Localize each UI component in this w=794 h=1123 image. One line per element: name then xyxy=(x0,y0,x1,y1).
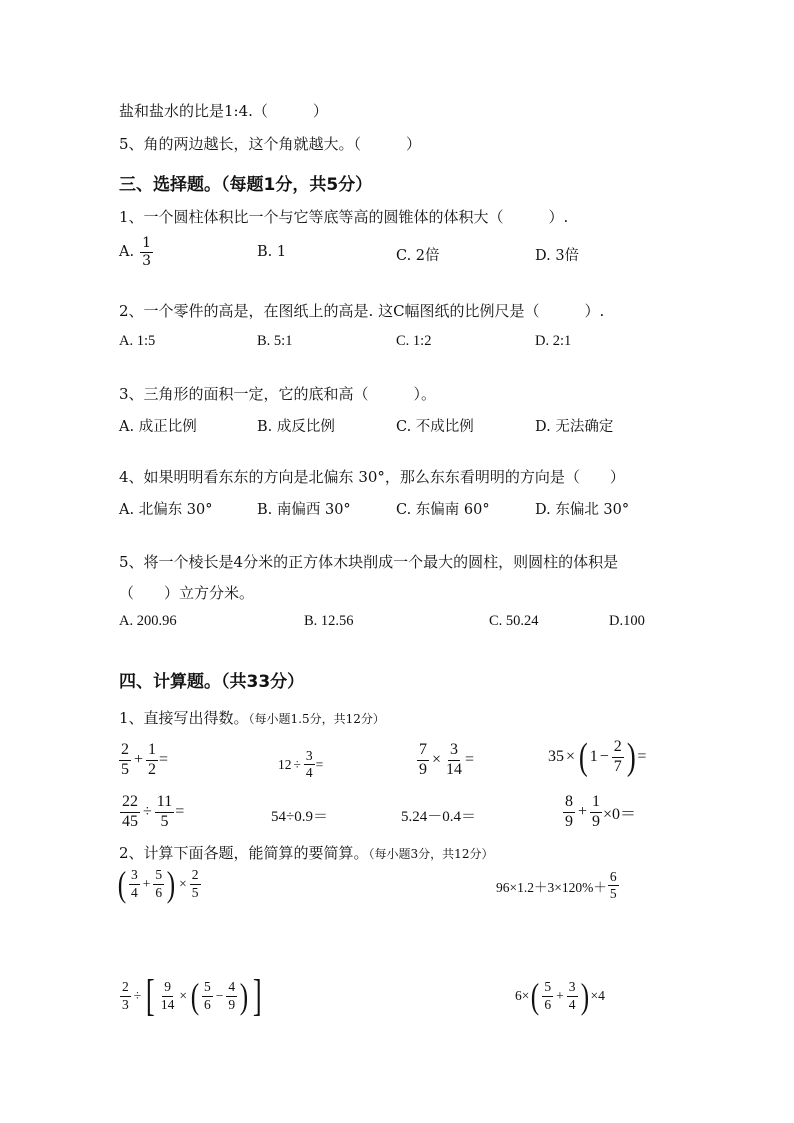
fraction xyxy=(129,868,140,899)
frac-num: 2 xyxy=(190,868,201,884)
q1-option-b: B. 1 xyxy=(257,244,287,260)
frac-num: 1 xyxy=(590,794,602,813)
operator: ÷ xyxy=(143,803,152,821)
q5-option-a: A. 200.96 xyxy=(119,613,177,629)
calc-e5 xyxy=(119,794,184,831)
tf-q5: 5、角的两边越长，这个角就越大。（ ） xyxy=(119,135,422,153)
q1-option-a-fraction xyxy=(140,236,153,268)
q4-stem: 4、如果明明看东东的方向是北偏东 30°，那么东东看明明的方向是（ ） xyxy=(119,468,625,486)
fraction xyxy=(567,980,578,1011)
frac-num: 3 xyxy=(448,742,460,761)
right-paren: ) xyxy=(166,864,176,904)
frac-num: 2 xyxy=(120,980,131,996)
frac-num: 9 xyxy=(162,980,173,996)
left-paren: ( xyxy=(578,736,588,778)
frac-num: 2 xyxy=(612,739,624,758)
left-paren: ( xyxy=(531,976,540,1016)
fraction xyxy=(155,794,174,831)
frac-num: 3 xyxy=(129,868,140,884)
frac-num: 11 xyxy=(155,794,174,813)
operator: × xyxy=(179,876,187,891)
q4-option-c: C. 东偏南 60° xyxy=(396,502,490,518)
q1-stem: 1、一个圆柱体积比一个与它等底等高的圆锥体的体积大（ ）. xyxy=(119,208,569,226)
calc-c3 xyxy=(119,971,265,1020)
q4-option-b: B. 南偏西 30° xyxy=(257,502,351,518)
q2-option-d: D. 2:1 xyxy=(535,333,572,349)
calc-e7: 5.24－0.4＝ xyxy=(401,809,477,825)
frac-den: 2 xyxy=(148,760,157,778)
section4-title: 四、计算题。（共33分） xyxy=(119,672,305,692)
fraction xyxy=(202,980,213,1011)
calc-e8 xyxy=(562,794,636,831)
q1-option-a-label: A. xyxy=(119,244,135,261)
fraction xyxy=(120,794,140,831)
q5-option-c: C. 50.24 xyxy=(489,613,539,629)
equals: = xyxy=(637,748,647,765)
right-paren: ) xyxy=(580,976,589,1016)
section3-title: 三、选择题。（每题1分，共5分） xyxy=(119,175,373,195)
q3-option-c: C. 不成比例 xyxy=(396,419,474,435)
frac-num: 5 xyxy=(542,980,553,996)
calc-e2 xyxy=(278,749,323,780)
frac-num: 8 xyxy=(563,794,575,813)
part1-label: 1、直接写出得数。 xyxy=(119,709,249,727)
part2-label: 2、计算下面各题，能简算的要简算。 xyxy=(119,844,369,862)
fraction xyxy=(590,794,602,831)
calc-e6: 54÷0.9＝ xyxy=(271,809,328,825)
number: 35 xyxy=(548,748,564,765)
calc-e3 xyxy=(416,742,474,779)
fraction xyxy=(542,980,553,1011)
operator: × xyxy=(566,748,576,765)
frac-den: 14 xyxy=(160,996,175,1012)
frac-num: 7 xyxy=(417,742,429,761)
operator: + xyxy=(142,876,151,891)
expression-tail: ×0＝ xyxy=(603,805,637,823)
q1-option-c: C. 2倍 xyxy=(396,248,440,264)
frac-den: 4 xyxy=(305,765,313,781)
fraction xyxy=(119,742,131,779)
tf-q4-tail: 盐和盐水的比是1:4.（ ） xyxy=(119,102,328,120)
q2-option-c: C. 1:2 xyxy=(396,333,432,349)
frac-den: 9 xyxy=(592,812,601,830)
number: 1 xyxy=(589,748,598,765)
operator: − xyxy=(215,988,224,1003)
part2-note: （每小题3分，共12分） xyxy=(368,847,494,861)
calc-e4 xyxy=(548,738,646,776)
q2-option-b: B. 5:1 xyxy=(257,333,293,349)
calc-c2 xyxy=(496,870,620,901)
fraction xyxy=(612,739,624,776)
frac-den: 5 xyxy=(609,886,617,902)
q5-stem-line2: （ ）立方分米。 xyxy=(119,584,255,602)
right-paren: ) xyxy=(626,736,636,778)
fraction xyxy=(159,980,177,1011)
right-bracket: ] xyxy=(253,971,262,1020)
calc-c4 xyxy=(515,978,605,1014)
frac-num: 1 xyxy=(146,742,158,761)
expression-lead: 6× xyxy=(515,988,530,1003)
operator: × xyxy=(432,751,442,769)
operator: + xyxy=(578,803,588,821)
q4-option-a: A. 北偏东 30° xyxy=(119,502,213,518)
part2-heading xyxy=(119,842,493,863)
frac-den: 5 xyxy=(160,812,169,830)
calc-c1 xyxy=(116,866,202,902)
frac-den: 6 xyxy=(155,884,163,900)
calc-e1 xyxy=(118,742,168,779)
frac-den: 9 xyxy=(565,812,573,830)
q2-option-a: A. 1:5 xyxy=(119,333,156,349)
q4-option-d: D. 东偏北 30° xyxy=(535,502,630,518)
frac-den: 14 xyxy=(446,760,463,778)
equals: = xyxy=(175,803,185,821)
fraction xyxy=(120,980,131,1011)
operator: − xyxy=(599,748,609,765)
left-bracket: [ xyxy=(146,971,155,1020)
frac-den: 4 xyxy=(568,996,576,1012)
fraction xyxy=(146,742,158,779)
operator: ÷ xyxy=(293,756,301,772)
fraction xyxy=(153,868,164,899)
frac-den: 6 xyxy=(203,996,211,1012)
frac-den: 9 xyxy=(419,760,427,778)
operator: × xyxy=(179,988,187,1003)
fraction xyxy=(563,794,575,831)
q3-option-a: A. 成正比例 xyxy=(119,419,197,435)
frac-num: 6 xyxy=(608,870,619,886)
operator: + xyxy=(556,988,564,1003)
frac-den: 9 xyxy=(228,996,236,1012)
q5-option-d: D.100 xyxy=(609,613,645,629)
fraction xyxy=(444,742,464,779)
expression-tail: ×4 xyxy=(590,988,605,1003)
expression-lead: 96×1.2＋3×120%＋ xyxy=(496,879,607,895)
frac-num: 1 xyxy=(142,235,152,251)
q3-stem: 3、三角形的面积一定，它的底和高（ ）。 xyxy=(119,385,437,403)
q3-option-b: B. 成反比例 xyxy=(257,419,335,435)
frac-den: 6 xyxy=(544,996,552,1012)
fraction xyxy=(608,870,619,901)
frac-den: 5 xyxy=(191,884,199,900)
frac-den: 7 xyxy=(613,757,622,775)
frac-den: 3 xyxy=(122,996,129,1012)
frac-num: 4 xyxy=(226,980,237,996)
frac-den: 4 xyxy=(131,884,138,900)
right-paren: ) xyxy=(239,976,249,1016)
left-paren: ( xyxy=(190,976,200,1016)
number: 12 xyxy=(278,756,292,772)
frac-num: 5 xyxy=(202,980,213,996)
left-paren: ( xyxy=(117,864,127,904)
frac-den: 5 xyxy=(121,760,129,778)
equals: = xyxy=(159,751,169,769)
frac-num: 2 xyxy=(119,742,131,761)
operator: ÷ xyxy=(133,988,142,1003)
fraction xyxy=(190,868,201,899)
frac-num: 3 xyxy=(567,980,578,996)
frac-den: 45 xyxy=(122,812,138,830)
part1-heading xyxy=(119,707,385,728)
frac-num: 22 xyxy=(120,794,140,813)
frac-num: 5 xyxy=(153,868,164,884)
q5-option-b: B. 12.56 xyxy=(304,613,354,629)
part1-note: （每小题1.5分，共12分） xyxy=(248,712,385,726)
fraction xyxy=(226,980,237,1011)
frac-num: 3 xyxy=(304,749,315,765)
q3-option-d: D. 无法确定 xyxy=(535,419,614,435)
fraction xyxy=(417,742,429,779)
q5-stem-line1: 5、将一个棱长是4分米的正方体木块削成一个最大的圆柱，则圆柱的体积是 xyxy=(119,553,619,571)
q1-option-d: D. 3倍 xyxy=(535,248,580,264)
equals: = xyxy=(465,751,475,769)
q2-stem: 2、一个零件的高是，在图纸上的高是. 这C幅图纸的比例尺是（ ）. xyxy=(119,302,605,320)
frac-den: 3 xyxy=(142,252,152,269)
fraction xyxy=(304,749,315,780)
equals: = xyxy=(315,756,324,772)
q1-option-a xyxy=(119,236,154,268)
operator: + xyxy=(134,751,144,769)
